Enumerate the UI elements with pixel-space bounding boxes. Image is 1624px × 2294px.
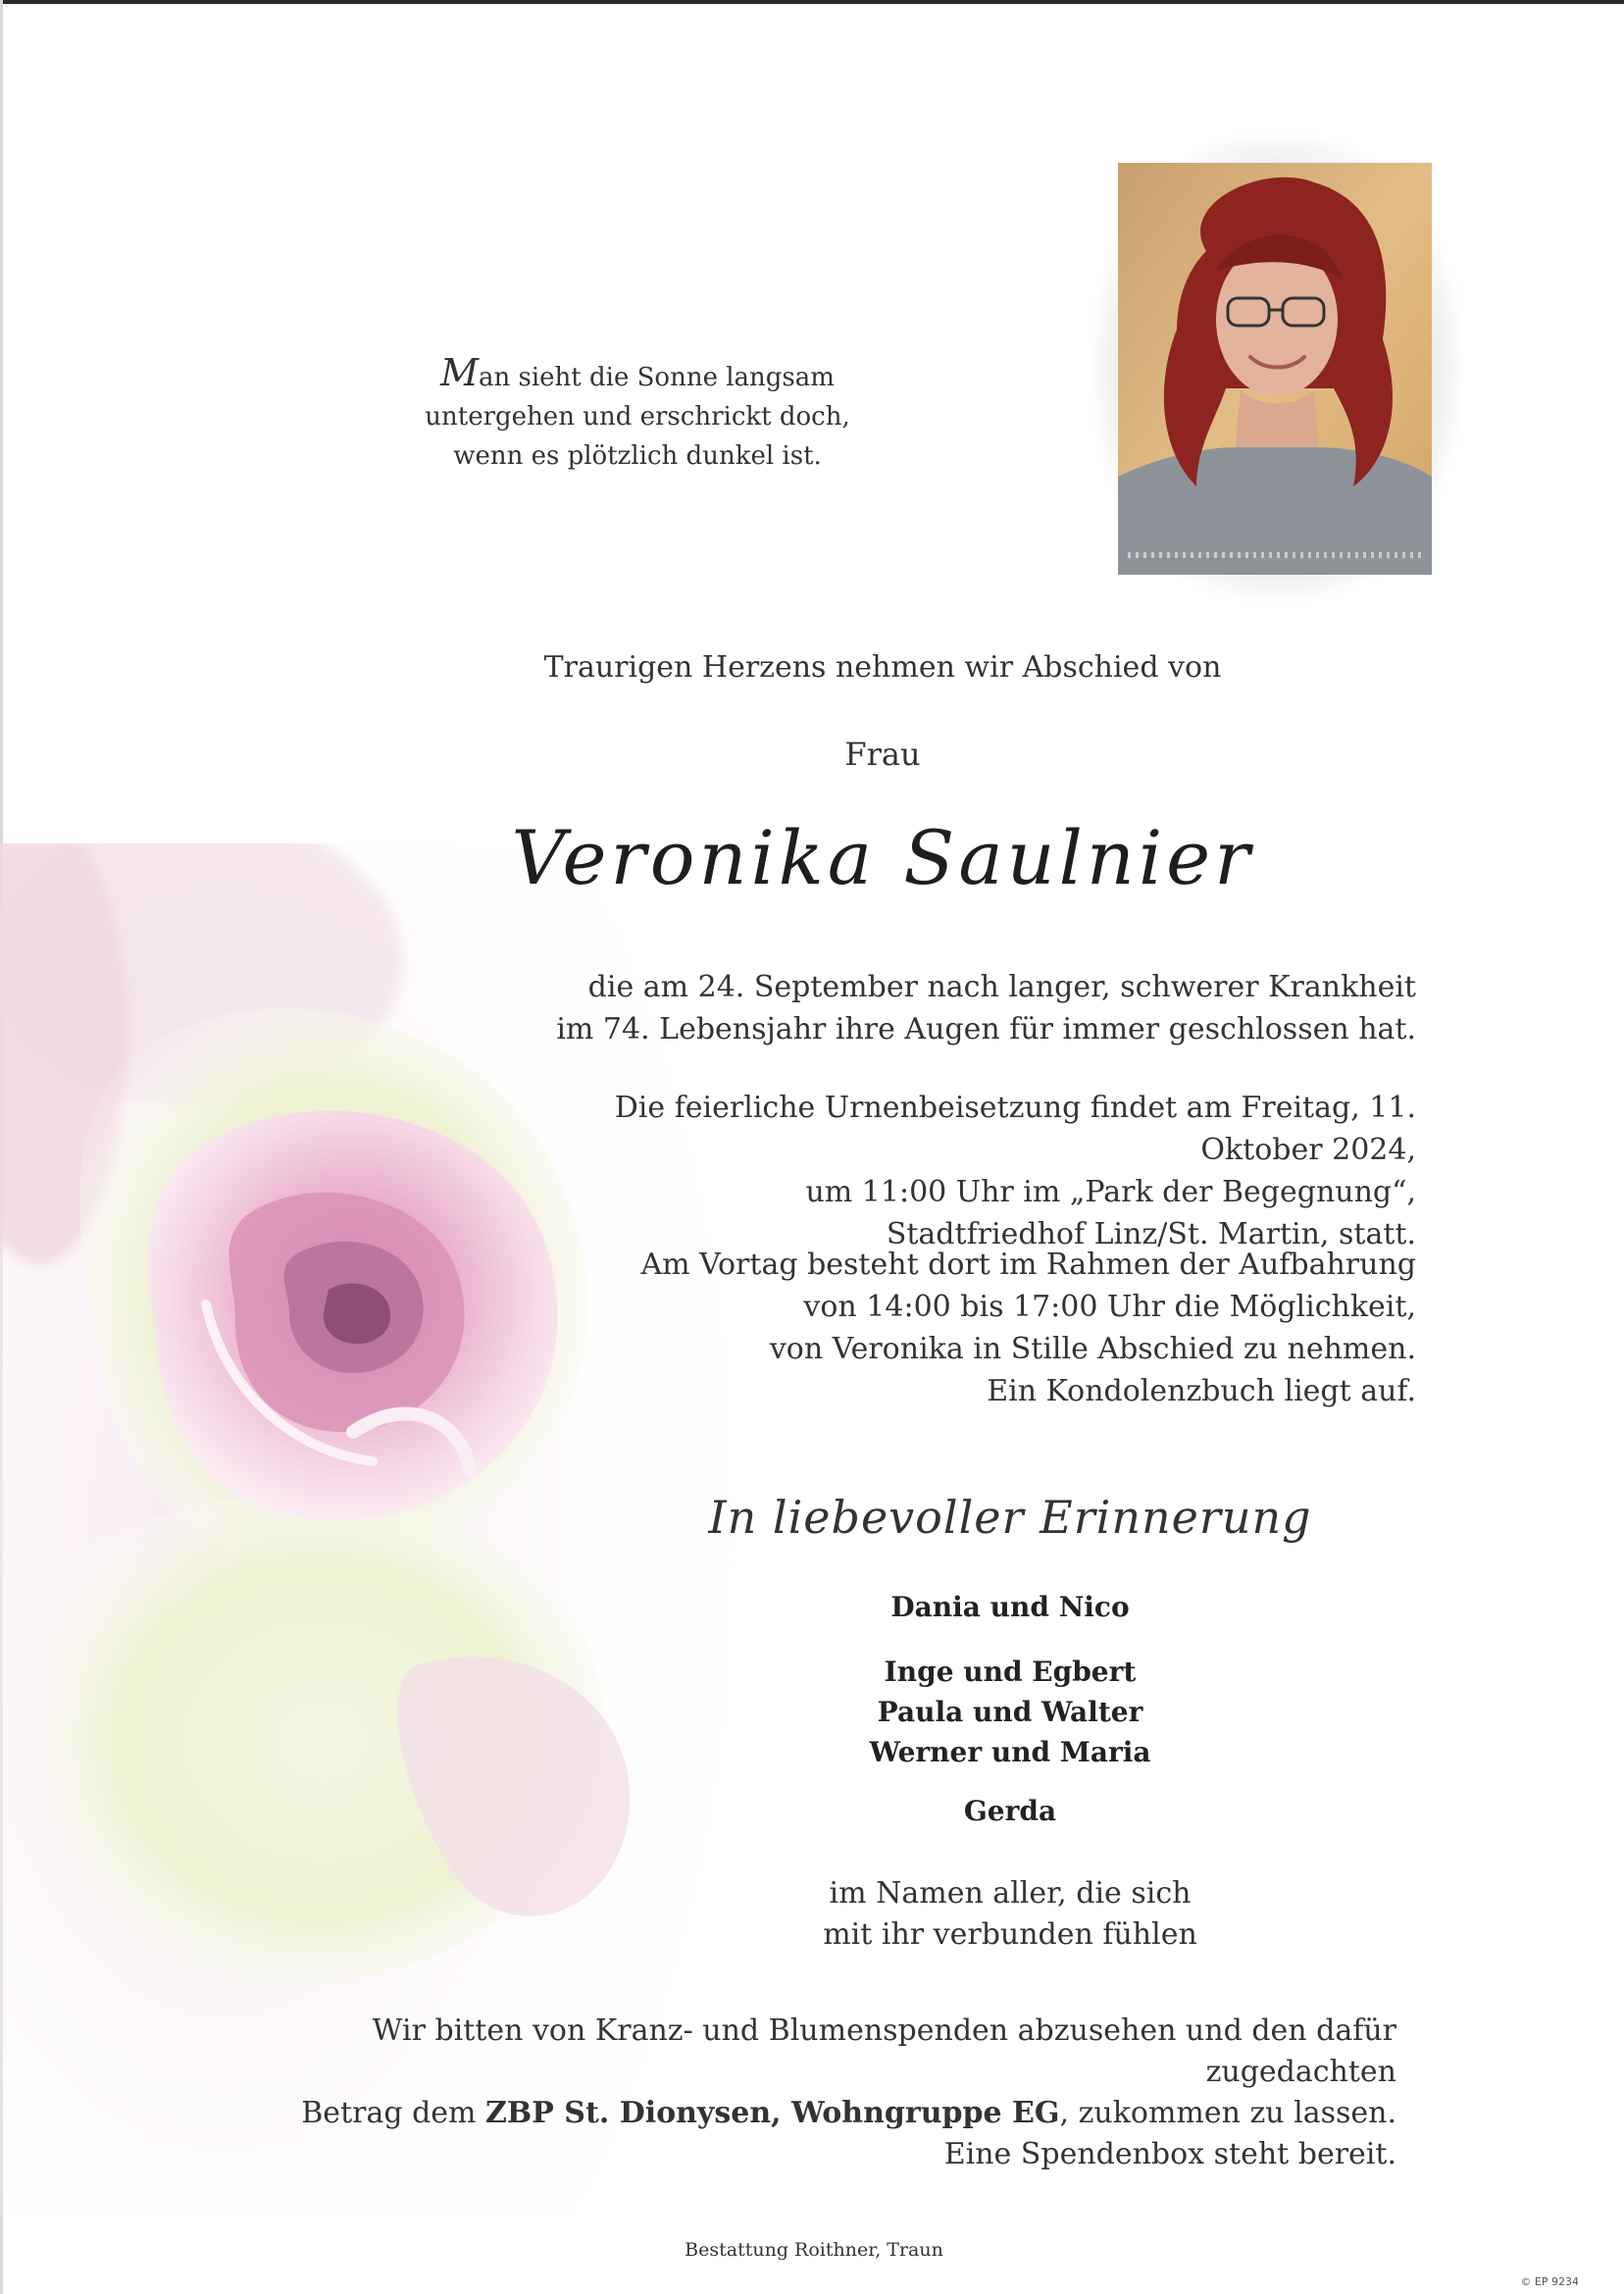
quote-line-2: untergehen und erschrickt doch, bbox=[425, 402, 850, 432]
mourner-group-2 bbox=[804, 1652, 1216, 1772]
mourner-group-1: Dania und Nico bbox=[890, 1591, 1130, 1623]
memorial-quote bbox=[392, 353, 883, 476]
memory-heading: In liebevoller Erinnerung bbox=[708, 1491, 1312, 1544]
donation-line-2 bbox=[220, 2093, 1396, 2134]
donation-recipient: ZBP St. Dionysen, Wohngruppe EG bbox=[485, 2096, 1060, 2130]
donation-line-2-prefix: Betrag dem bbox=[301, 2096, 486, 2130]
ceremony-line-3: Stadtfriedhof Linz/St. Martin, statt. bbox=[886, 1217, 1416, 1251]
death-notice-line-1: die am 24. September nach langer, schwerer Krankheit bbox=[587, 970, 1416, 1004]
funeral-home-footer: Bestattung Roithner, Traun bbox=[685, 2239, 943, 2261]
mourner-name: Inge und Egbert bbox=[884, 1656, 1137, 1688]
ceremony-info bbox=[533, 1087, 1416, 1255]
donation-line-1: Wir bitten von Kranz- und Blumenspenden abzusehen und den dafür zugedachten bbox=[372, 2014, 1396, 2089]
donation-line-3: Eine Spendenbox steht bereit. bbox=[943, 2137, 1396, 2171]
death-notice-line-2: im 74. Lebensjahr ihre Augen für immer geschlossen hat. bbox=[556, 1012, 1416, 1046]
mourner-name: Werner und Maria bbox=[869, 1736, 1151, 1768]
document-code: © EP 9234 bbox=[1520, 2275, 1579, 2288]
closing-text bbox=[745, 1873, 1275, 1956]
mourner-group-3: Gerda bbox=[963, 1795, 1057, 1827]
closing-line-1: im Namen aller, die sich bbox=[829, 1876, 1192, 1911]
viewing-line-3: von Veronika in Stille Abschied zu nehmen. bbox=[769, 1332, 1416, 1366]
donation-line-2-suffix: , zukommen zu lassen. bbox=[1059, 2096, 1396, 2130]
quote-initial: M bbox=[440, 351, 479, 394]
portrait-photo bbox=[1118, 163, 1432, 575]
quote-line-1 bbox=[392, 353, 883, 397]
intro-text: Traurigen Herzens nehmen wir Abschied von bbox=[543, 650, 1222, 685]
donation-request bbox=[220, 2011, 1396, 2175]
viewing-info bbox=[533, 1244, 1416, 1412]
death-notice bbox=[533, 966, 1416, 1050]
viewing-line-4: Ein Kondolenzbuch liegt auf. bbox=[987, 1374, 1416, 1408]
salutation: Frau bbox=[844, 736, 921, 773]
quote-line-1-rest: an sieht die Sonne langsam bbox=[478, 363, 835, 392]
deceased-name: Veronika Saulnier bbox=[511, 814, 1254, 901]
ceremony-line-1: Die feierliche Urnenbeisetzung findet am Freitag, 11. Oktober 2024, bbox=[614, 1091, 1416, 1167]
closing-line-2: mit ihr verbunden fühlen bbox=[823, 1917, 1197, 1952]
viewing-line-1: Am Vortag besteht dort im Rahmen der Aufbahrung bbox=[640, 1248, 1416, 1282]
viewing-line-2: von 14:00 bis 17:00 Uhr die Möglichkeit, bbox=[803, 1290, 1416, 1324]
ceremony-line-2: um 11:00 Uhr im „Park der Begegnung“, bbox=[805, 1175, 1416, 1209]
quote-line-3: wenn es plötzlich dunkel ist. bbox=[453, 441, 822, 471]
top-border bbox=[0, 0, 1624, 4]
mourner-name: Paula und Walter bbox=[877, 1696, 1143, 1728]
